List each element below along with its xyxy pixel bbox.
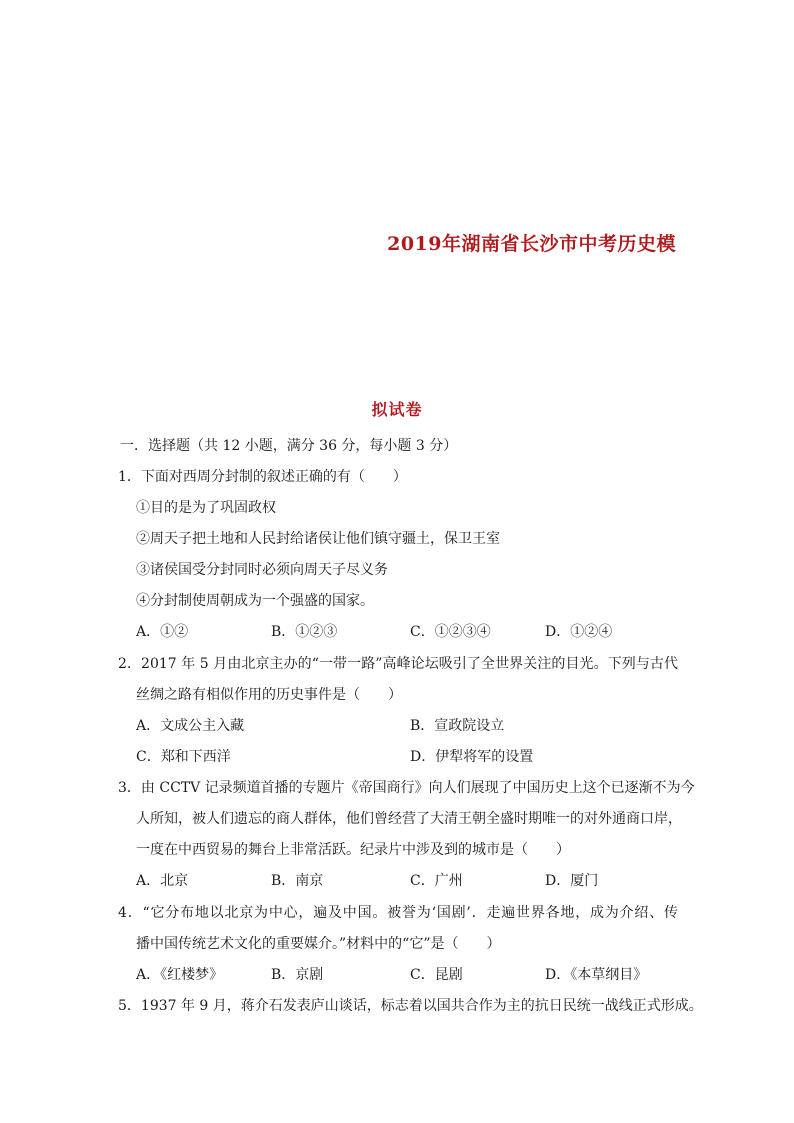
exam-title: 2019年湖南省长沙市中考历史模 [387, 233, 676, 255]
statement-item: ③诸侯国受分封同时必须向周天子尽义务 [136, 562, 388, 578]
option-b: B．宣政院设立 [410, 718, 505, 734]
question-stem: 丝绸之路有相似作用的历史事件是（ ） [136, 687, 402, 703]
option-b: B．①②③ [271, 624, 338, 640]
question-stem: 3．由 CCTV 记录频道首播的专题片《帝国商行》向人们展现了中国历史上这个已逐渐不为今 [118, 780, 695, 796]
question-stem: 4．“它分布地以北京为中心，遍及中国。被誉为‘国剧’．走遍世界各地，成为介绍、传 [118, 905, 678, 921]
option-a: A．文成公主入藏 [136, 718, 245, 734]
option-d: D．厦门 [545, 873, 599, 889]
question-stem: 一度在中西贸易的舞台上非常活跃。纪录片中涉及到的城市是（ ） [136, 842, 570, 858]
statement-item: ②周天子把土地和人民封给诸侯让他们镇守疆土，保卫王室 [136, 531, 500, 547]
question-stem: 人所知，被人们遗忘的商人群体，他们曾经营了大清王朝全盛时期唯一的对外通商口岸， [136, 811, 682, 827]
option-c: C．①②③④ [410, 624, 491, 640]
exam-title-continued: 拟试卷 [371, 400, 423, 419]
question-stem: 播中国传统艺术文化的重要媒介。”材料中的“它”是（ ） [136, 936, 501, 952]
section-heading: 一．选择题（共 12 小题，满分 36 分，每小题 3 分） [120, 438, 458, 454]
question-stem: 1．下面对西周分封制的叙述正确的有（ ） [118, 469, 407, 485]
option-a: A．北京 [136, 873, 189, 889]
question-stem: 5．1937 年 9 月，蒋介石发表庐山谈话，标志着以国共合作为主的抗日民统一战线正式形成。 [118, 998, 703, 1014]
option-c: C．广州 [410, 873, 463, 889]
option-c: C．昆剧 [410, 967, 463, 983]
question-stem: 2．2017 年 5 月由北京主办的“一带一路”高峰论坛吸引了全世界关注的目光。下列与古代 [118, 656, 678, 672]
option-d: D．①②④ [545, 624, 613, 640]
option-d: D．伊犁将军的设置 [410, 749, 534, 765]
option-a: A．《红楼梦》 [136, 967, 224, 983]
option-b: B．京剧 [271, 967, 324, 983]
statement-item: ④分封制使周朝成为一个强盛的国家。 [136, 593, 374, 609]
option-d: D．《本草纲目》 [545, 967, 648, 983]
option-c: C．郑和下西洋 [136, 749, 231, 765]
statement-item: ①目的是为了巩固政权 [136, 500, 276, 516]
option-a: A．①② [136, 624, 189, 640]
option-b: B．南京 [271, 873, 324, 889]
